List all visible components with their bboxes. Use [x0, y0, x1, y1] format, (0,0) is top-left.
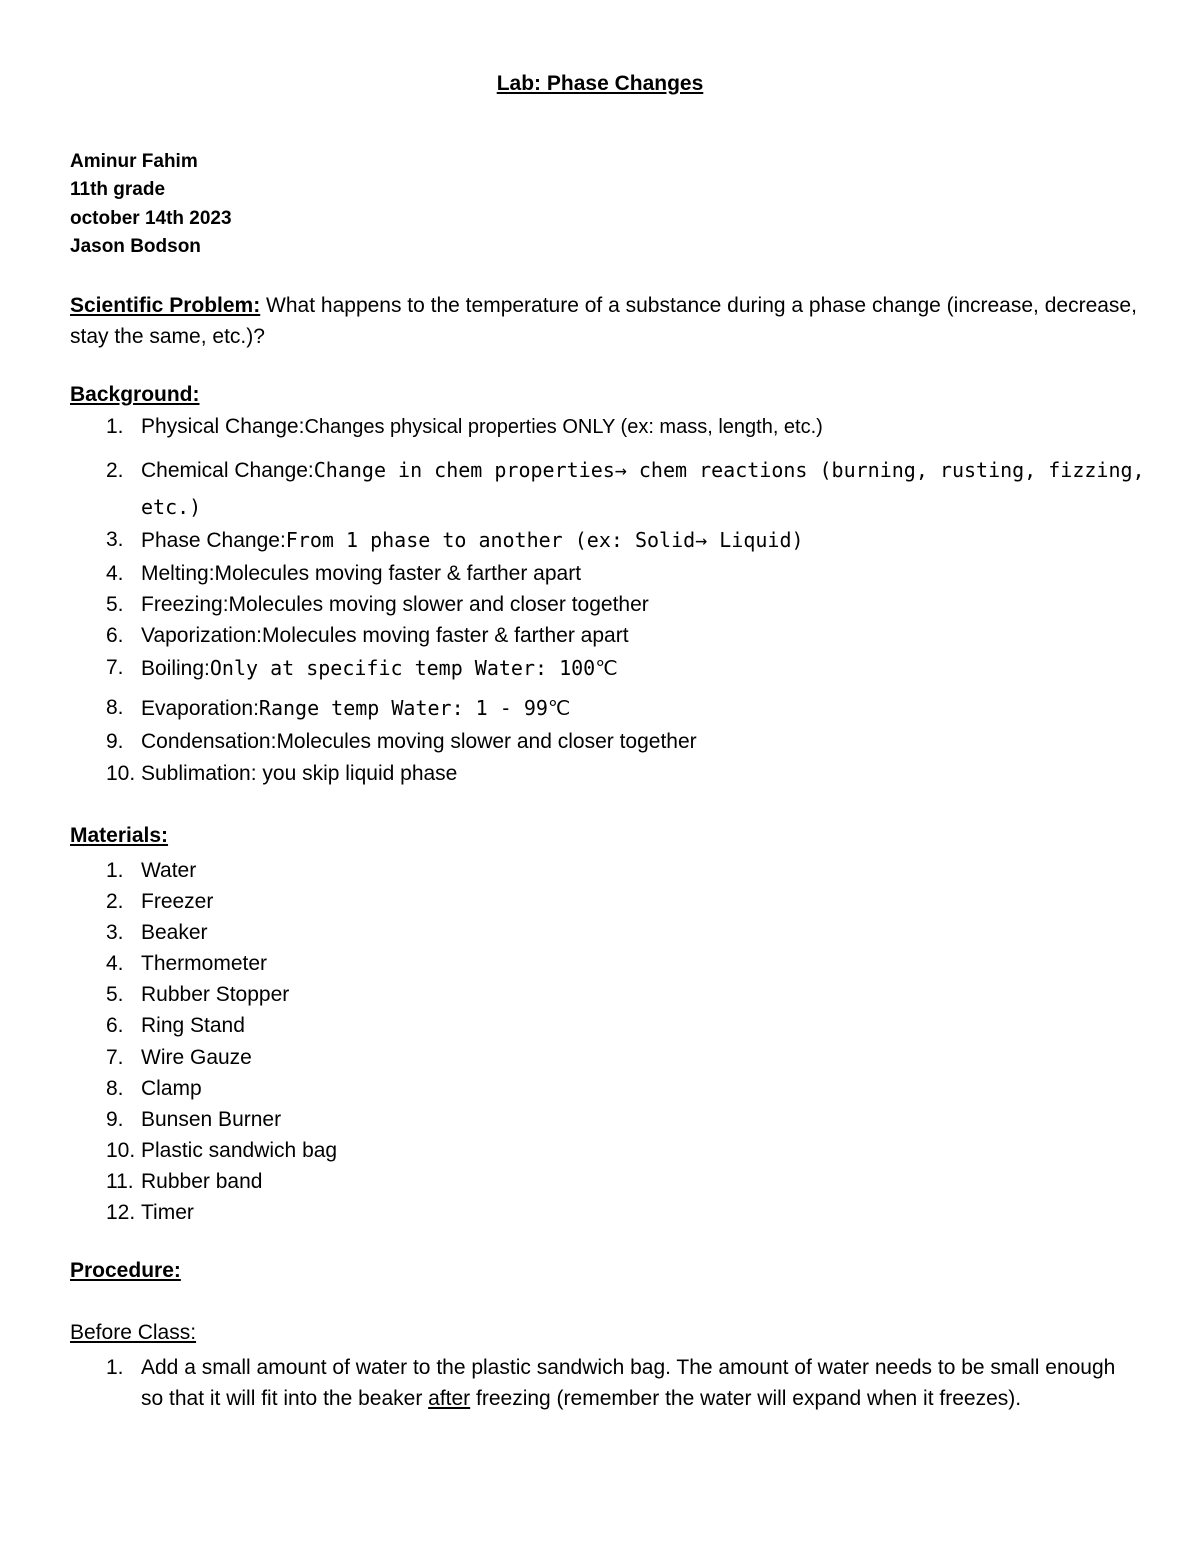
material-name: Thermometer: [141, 952, 268, 976]
list-item: [70, 1197, 1150, 1228]
list-number: 6.: [106, 1014, 124, 1038]
list-number: 5.: [106, 983, 124, 1007]
student-info: [70, 148, 232, 261]
step-emphasis: after: [428, 1387, 471, 1410]
material-name: Rubber band: [141, 1169, 263, 1193]
list-item: [70, 656, 618, 681]
definition: Only at specific temp Water: 100℃: [209, 656, 618, 680]
list-number: 3.: [106, 528, 124, 551]
material-name: Bunsen Burner: [141, 1107, 282, 1131]
list-item: [70, 917, 1150, 948]
term: Melting:: [141, 562, 215, 585]
list-item: [70, 1073, 1150, 1104]
list-number: 8.: [106, 1076, 124, 1100]
list-number: 7.: [106, 656, 124, 679]
report-date: october 14th 2023: [70, 207, 232, 229]
list-item: [70, 762, 457, 786]
list-number: 11.: [106, 1169, 134, 1193]
term: Freezing:: [141, 593, 229, 616]
list-item: [70, 948, 1150, 979]
material-name: Beaker: [141, 921, 208, 945]
definition: you skip liquid phase: [256, 762, 458, 785]
list-item: [70, 624, 629, 648]
definition: Molecules moving faster & farther apart: [214, 562, 582, 585]
list-number: 3.: [106, 921, 124, 945]
list-item: [70, 855, 1150, 886]
definition: Molecules moving slower and closer together: [276, 730, 697, 753]
list-number: 1.: [106, 859, 124, 882]
procedure-list: [70, 1352, 1130, 1414]
list-item: [70, 528, 804, 553]
list-item: [70, 1104, 1150, 1135]
term: Boiling:: [141, 657, 210, 680]
list-item: [70, 1166, 1150, 1197]
page-title: Lab: Phase Changes: [496, 72, 704, 95]
list-number: 7.: [106, 1045, 124, 1069]
problem-text: What happens to the temperature of a substance during a phase change (increase, decrease, stay the same, etc.)?: [70, 294, 1137, 348]
material-name: Water: [141, 859, 197, 882]
list-item: [70, 886, 1150, 917]
material-name: Ring Stand: [141, 1014, 245, 1038]
list-number: 10.: [106, 1138, 136, 1162]
term: Phase Change:: [141, 529, 286, 552]
list-number: 1.: [106, 1356, 124, 1379]
list-number: 6.: [106, 624, 124, 647]
procedure-heading: Procedure:: [70, 1259, 181, 1282]
list-item: [70, 593, 649, 617]
list-item: [70, 979, 1150, 1010]
term: Sublimation:: [141, 762, 257, 785]
definition: Molecules moving faster & farther apart: [262, 624, 629, 647]
step-text: Add a small amount of water to the plastic sandwich bag. The amount of water needs to be small enough so that it will fit into the beaker: [141, 1356, 1116, 1410]
list-item: [70, 415, 823, 439]
list-item: [70, 1135, 1150, 1166]
list-number: 8.: [106, 696, 124, 719]
term: Chemical Change:: [141, 459, 314, 482]
student-grade: 11th grade: [70, 179, 166, 201]
material-name: Clamp: [141, 1076, 202, 1100]
list-number: 2.: [106, 890, 124, 914]
list-number: 9.: [106, 1107, 124, 1131]
term: Physical Change:: [141, 415, 305, 438]
list-number: 10.: [106, 762, 136, 785]
list-number: 2.: [106, 459, 124, 482]
list-number: 4.: [106, 952, 124, 976]
material-name: Freezer: [141, 890, 214, 914]
procedure-step: [70, 1352, 1130, 1414]
list-number: 12.: [106, 1201, 136, 1225]
material-name: Plastic sandwich bag: [141, 1138, 338, 1162]
list-number: 9.: [106, 730, 124, 753]
list-item: [70, 696, 570, 721]
list-number: 1.: [106, 415, 124, 438]
materials-heading: Materials:: [70, 824, 169, 847]
term: Condensation:: [141, 730, 277, 753]
list-number: 5.: [106, 593, 124, 616]
term: Vaporization:: [141, 624, 263, 647]
list-item: [70, 730, 697, 754]
definition: Changes physical properties ONLY (ex: mass, length, etc.): [304, 416, 823, 438]
definition: Range temp Water: 1 - 99℃: [258, 696, 571, 720]
material-name: Wire Gauze: [141, 1045, 252, 1069]
material-name: Timer: [141, 1201, 194, 1225]
list-number: 4.: [106, 562, 124, 585]
scientific-problem: [70, 290, 1140, 352]
list-item: [70, 1010, 1150, 1041]
list-item: [70, 562, 581, 586]
before-class-heading: Before Class:: [70, 1321, 197, 1344]
problem-label: Scientific Problem:: [70, 294, 261, 317]
step-text-end: freezing (remember the water will expand when it freezes).: [470, 1387, 1022, 1410]
list-item: [70, 452, 1151, 526]
term: Evaporation:: [141, 697, 259, 720]
teacher-name: Jason Bodson: [70, 235, 201, 257]
definition: Change in chem properties→ chem reactions (burning, rusting, fizzing, etc.): [141, 458, 1145, 519]
definition: From 1 phase to another (ex: Solid→ Liquid): [285, 528, 804, 552]
background-heading: Background:: [70, 383, 200, 406]
materials-list: [70, 855, 1150, 1228]
definition: Molecules moving slower and closer together: [228, 593, 649, 616]
list-item: [70, 1042, 1150, 1073]
student-name: Aminur Fahim: [70, 151, 198, 172]
material-name: Rubber Stopper: [141, 983, 290, 1007]
